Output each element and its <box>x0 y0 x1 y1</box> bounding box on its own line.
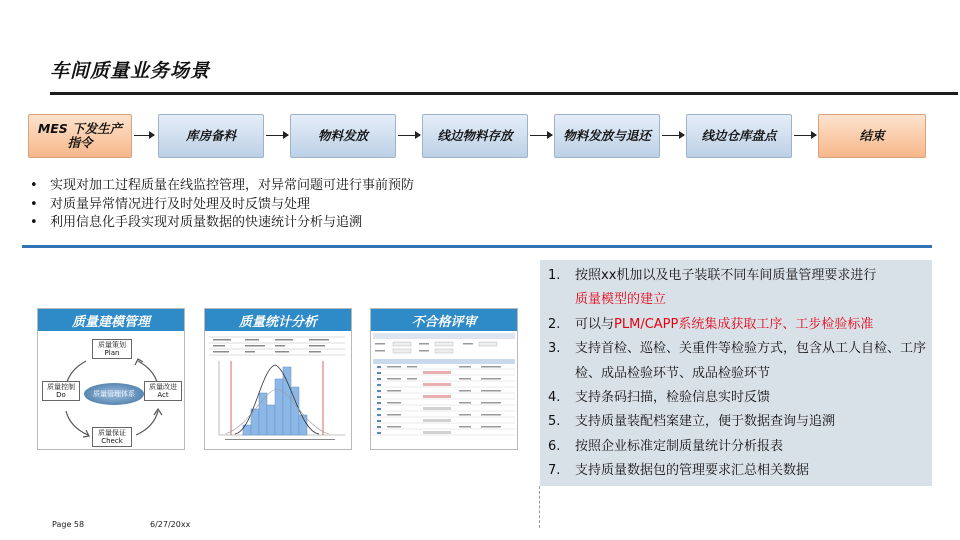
footer-date: 6/27/20xx <box>150 520 191 529</box>
goal-bullets <box>30 177 414 233</box>
pdca-check <box>92 427 132 447</box>
feature-text: 支持质量装配档案建立，便于数据查询与追溯 <box>575 414 836 430</box>
feature-highlight: 质量模型的建立 <box>575 292 667 308</box>
pdca-check-en: Check <box>101 437 123 445</box>
feature-item <box>548 410 928 434</box>
feature-number: 3. <box>548 341 561 357</box>
feature-text: 支持首检、巡检、关重件等检验方式，包含从工人自检、工序检、成品检验环节、成品检验环节 <box>575 341 927 381</box>
panel-title: 质量建模管理 <box>38 309 184 331</box>
flow-step-label: 线边仓库盘点 <box>701 128 777 143</box>
feature-text: 按照xx机加以及电子装联不同车间质量管理要求进行 <box>575 268 877 283</box>
panel-title: 不合格评审 <box>371 309 517 331</box>
flow-arrow <box>530 135 552 136</box>
panel-title: 质量统计分析 <box>205 309 351 331</box>
feature-number: 5. <box>548 414 561 430</box>
feature-number: 6. <box>548 438 561 454</box>
pdca-plan <box>92 339 132 359</box>
flow-step-label: 物料发放与退还 <box>563 128 651 143</box>
flow-step-mes-order <box>28 114 132 158</box>
flow-step-material-issue <box>290 114 396 158</box>
review-screenshot <box>371 331 517 449</box>
feature-text: 支持条码扫描，检验信息实时反馈 <box>575 390 771 406</box>
histogram-screenshot <box>205 331 351 449</box>
flow-arrow <box>398 135 420 136</box>
flow-arrow <box>662 135 684 136</box>
bullet-item: • 实现对加工过程质量在线监控管理，对异常问题可进行事前预防 <box>30 177 414 196</box>
histogram-thumbnail <box>205 331 351 449</box>
feature-item <box>548 337 928 386</box>
flow-step-label: 物料发放 <box>317 128 368 143</box>
flow-step-label: 结束 <box>859 128 885 143</box>
pdca-do-en: Do <box>56 391 66 399</box>
flow-arrow <box>134 135 154 136</box>
dashed-divider <box>539 486 540 528</box>
feature-item <box>548 264 928 313</box>
feature-text: 按照企业标准定制质量统计分析报表 <box>575 438 784 454</box>
flow-step-label: 库房备料 <box>185 128 236 143</box>
feature-number: 1. <box>548 268 561 283</box>
flow-step-warehouse-prep <box>158 114 264 158</box>
feature-list <box>548 264 928 484</box>
feature-item <box>548 435 928 459</box>
page-title: 车间质量业务场景 <box>50 60 211 82</box>
feature-number: 4. <box>548 390 561 406</box>
flow-step-end <box>818 114 926 158</box>
flow-arrow <box>266 135 288 136</box>
process-flow <box>28 114 928 160</box>
flow-step-issue-return <box>554 114 660 158</box>
nonconformance-review-panel <box>370 308 518 450</box>
pdca-plan-en: Plan <box>104 349 120 357</box>
bullet-item: • 利用信息化手段实现对质量数据的快速统计分析与追溯 <box>30 214 414 233</box>
flow-arrow <box>794 135 816 136</box>
pdca-center: 质量管理体系 <box>84 383 144 405</box>
pdca-plan-label: 质量策划 <box>98 341 126 349</box>
feature-number: 7. <box>548 463 561 479</box>
review-table-thumbnail <box>371 331 517 449</box>
feature-highlight: PLM/CAPP系统集成获取工序、工步检验标准 <box>614 316 874 332</box>
flow-step-lineside-inventory <box>686 114 792 158</box>
section-divider <box>22 245 932 248</box>
feature-item <box>548 386 928 410</box>
feature-item <box>548 313 928 337</box>
feature-number: 2. <box>548 316 561 332</box>
pdca-do-label: 质量控制 <box>47 383 75 391</box>
pdca-do <box>42 381 80 401</box>
pdca-diagram <box>38 331 184 449</box>
footer-page: Page 58 <box>52 520 85 529</box>
flow-step-label: MES 下发生产指令 <box>37 121 123 150</box>
flow-step-label: 线边物料存放 <box>437 128 513 143</box>
feature-list-box <box>540 260 932 486</box>
feature-text: 可以与 <box>575 316 615 332</box>
pdca-act-label: 质量改进 <box>149 383 177 391</box>
bullet-item: • 对质量异常情况进行及时处理及时反馈与处理 <box>30 196 414 215</box>
feature-item <box>548 459 928 483</box>
feature-text: 支持质量数据包的管理要求汇总相关数据 <box>575 463 810 479</box>
title-divider <box>50 92 958 95</box>
quality-modeling-panel <box>37 308 185 450</box>
quality-statistics-panel <box>204 308 352 450</box>
pdca-check-label: 质量保证 <box>98 429 126 437</box>
pdca-act-en: Act <box>157 391 169 399</box>
pdca-act <box>144 381 182 401</box>
flow-step-lineside-storage <box>422 114 528 158</box>
